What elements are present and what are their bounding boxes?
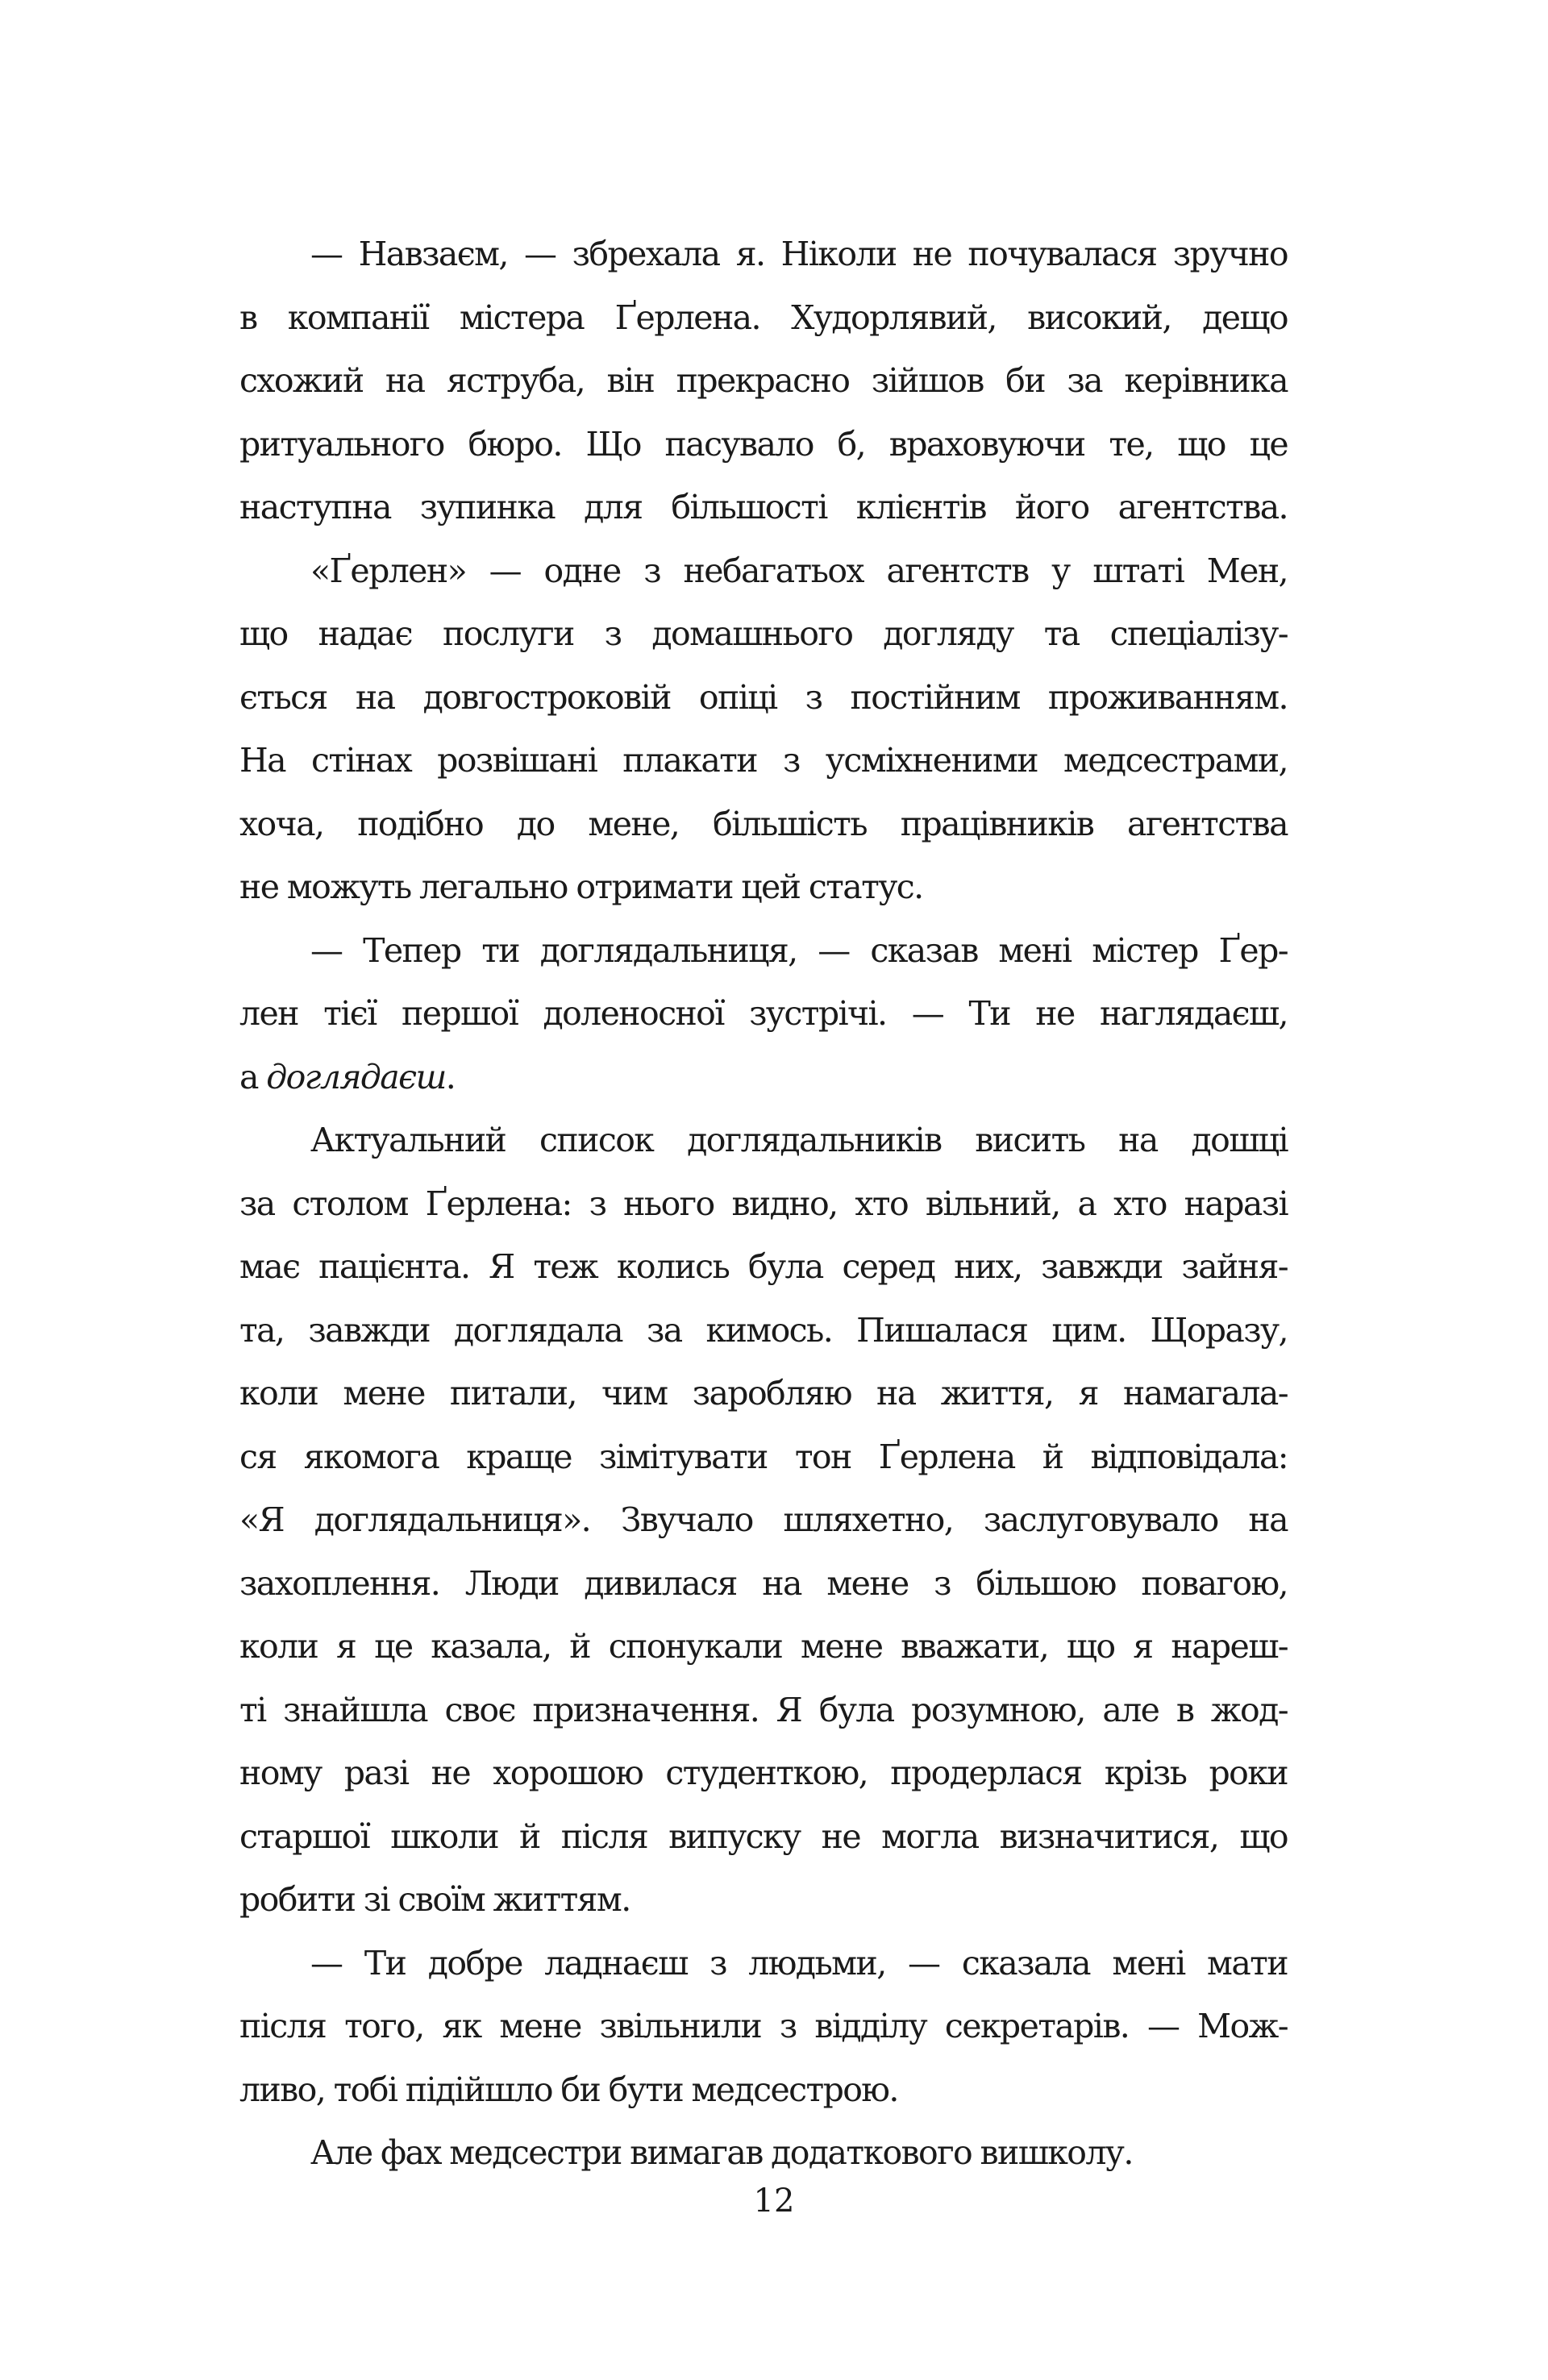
text-line: в компанії містера Ґерлена. Худорлявий, високий, дещо bbox=[239, 298, 1288, 337]
text-line: ті знайшла своє призначення. Я була розумною, але в жод- bbox=[239, 1690, 1288, 1729]
text-line: наступна зупинка для більшості клієнтів його агентства. bbox=[239, 488, 1288, 526]
text-line: Але фах медсестри вимагав додаткового вишколу. bbox=[310, 2133, 1133, 2172]
text-line: — Ти добре ладнаєш з людьми, — сказала мені мати bbox=[310, 1943, 1288, 1983]
text-line: коли я це казала, й спонукали мене вважати, що я нареш- bbox=[239, 1627, 1288, 1666]
text-line: після того, як мене звільнили з відділу секретарів. — Мож- bbox=[239, 2007, 1288, 2045]
text-line: На стінах розвішані плакати з усміхненими медсестрами, bbox=[239, 741, 1288, 780]
text-line: лен тієї першої доленосної зустрічі. — Ти не наглядаєш, bbox=[239, 994, 1288, 1033]
text-line: схожий на яструба, він прекрасно зійшов би за керівника bbox=[239, 361, 1288, 400]
text-line: — Навзаєм, — збрехала я. Ніколи не почувалася зручно bbox=[310, 235, 1288, 273]
page-number: 12 bbox=[753, 2182, 795, 2220]
text-line: ється на довгостроковій опіці з постійним проживанням. bbox=[239, 677, 1288, 717]
text-span: . bbox=[445, 1057, 456, 1096]
text-line: «Ґерлен» — одне з небагатьох агентств у штаті Мен, bbox=[310, 551, 1288, 590]
text-line: робити зі своїм життям. bbox=[239, 1880, 630, 1919]
text-line: за столом Ґерлена: з нього видно, хто вільний, а хто наразі bbox=[239, 1184, 1288, 1223]
text-line: хоча, подібно до мене, більшість працівників агентства bbox=[239, 804, 1288, 843]
text-line: ся якомога краще зімітувати тон Ґерлена й відповідала: bbox=[239, 1437, 1288, 1476]
text-line: має пацієнта. Я теж колись була серед них, завжди зайня- bbox=[239, 1247, 1288, 1286]
text-line: ливо, тобі підійшло би бути медсестрою. bbox=[239, 2070, 898, 2109]
text-line: та, завжди доглядала за кимось. Пишалася цим. Щоразу, bbox=[239, 1310, 1288, 1350]
italic-emphasis: доглядаєш bbox=[266, 1057, 446, 1096]
text-line: — Тепер ти доглядальниця, — сказав мені містер Ґер- bbox=[310, 930, 1288, 970]
text-span: а bbox=[239, 1057, 267, 1096]
text-line: Актуальний список доглядальників висить на дошці bbox=[310, 1121, 1288, 1159]
text-line: що надає послуги з домашнього догляду та спеціалізу- bbox=[239, 614, 1288, 653]
text-line bbox=[239, 1046, 1288, 1109]
text-line: захоплення. Люди дивилася на мене з більшою повагою, bbox=[239, 1563, 1288, 1603]
text-line: коли мене питали, чим заробляю на життя, я намагала- bbox=[239, 1374, 1288, 1413]
text-line: «Я доглядальниця». Звучало шляхетно, заслуговувало на bbox=[239, 1500, 1288, 1539]
text-line: ному разі не хорошою студенткою, продерлася крізь роки bbox=[239, 1754, 1288, 1792]
text-line: старшої школи й після випуску не могла визначитися, що bbox=[239, 1816, 1288, 1856]
text-line: не можуть легально отримати цей статус. bbox=[239, 868, 923, 906]
page-body-text bbox=[239, 223, 1288, 2185]
text-line: ритуального бюро. Що пасувало б, враховуючи те, що це bbox=[239, 424, 1288, 464]
